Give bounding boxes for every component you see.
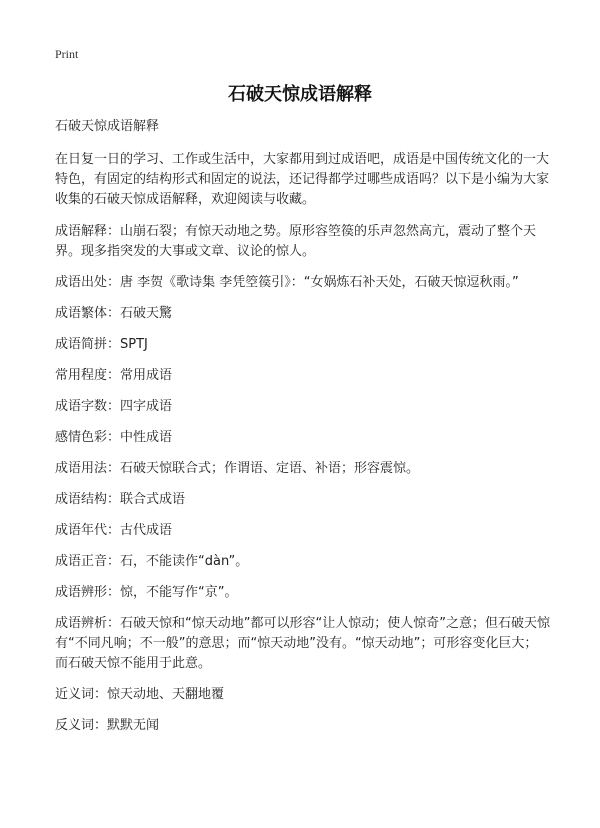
entry-traditional: 成语繁体：石破天驚 — [55, 306, 173, 321]
entry-frequency: 常用程度：常用成语 — [55, 368, 173, 383]
entry-antonyms: 反义词：默默无闻 — [55, 718, 160, 733]
entry-analysis: 成语辨析：石破天惊和“惊天动地”都可以形容“让人惊动；使人惊奇”之意；但石破天惊有“不同凡响；不一般”的意思；而“惊天动地”没有。“惊天动地”；可形容变化巨大；而石破天惊不能用于此意。 — [55, 616, 550, 671]
entry-sentiment: 感情色彩：中性成语 — [55, 430, 173, 445]
entry-pronunciation: 成语正音：石，不能读作“dàn”。 — [55, 554, 249, 569]
entry-era: 成语年代：古代成语 — [55, 523, 173, 538]
entry-form: 成语辨形：惊，不能写作“京”。 — [55, 585, 238, 600]
entry-usage: 成语用法：石破天惊联合式；作谓语、定语、补语；形容震惊。 — [55, 461, 420, 476]
entry-structure: 成语结构：联合式成语 — [55, 492, 186, 507]
entry-abbreviation: 成语简拼：SPTJ — [55, 337, 148, 352]
print-label: Print — [55, 47, 79, 61]
entry-source: 成语出处：唐 李贺《歌诗集 李凭箜篌引》：“女娲炼石补天处，石破天惊逗秋雨。” — [55, 275, 519, 290]
document-subtitle: 石破天惊成语解释 — [55, 119, 160, 134]
document-body — [55, 117, 550, 747]
entry-char-count: 成语字数：四字成语 — [55, 399, 173, 414]
page-title: 石破天惊成语解释 — [228, 84, 372, 105]
entry-explanation: 成语解释：山崩石裂；有惊天动地之势。原形容箜篌的乐声忽然高亢，震动了整个天界。现多指突发的大事或文章、议论的惊人。 — [55, 224, 537, 259]
entry-synonyms: 近义词：惊天动地、天翻地覆 — [55, 687, 225, 702]
intro-paragraph: 在日复一日的学习、工作或生活中，大家都用到过成语吧，成语是中国传统文化的一大特色，有固定的结构形式和固定的说法，还记得都学过哪些成语吗？以下是小编为大家收集的石破天惊成语解释，欢迎阅读与收藏。 — [55, 152, 550, 207]
